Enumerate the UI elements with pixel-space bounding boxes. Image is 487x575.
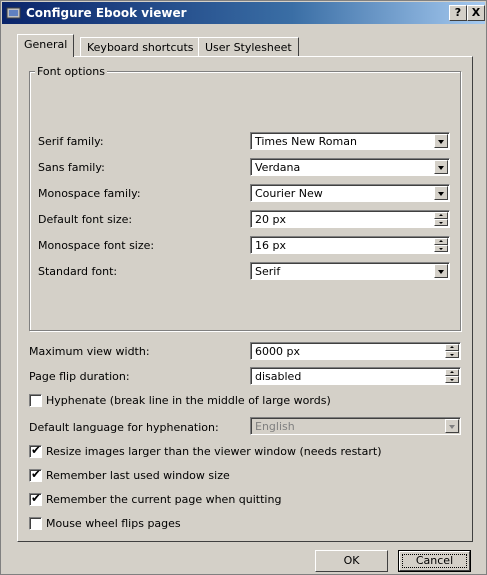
chevron-down-icon[interactable] (434, 264, 448, 278)
close-button[interactable]: X (467, 5, 485, 21)
chevron-down-icon (445, 419, 459, 433)
page-flip-duration-value: disabled (255, 370, 302, 383)
spin-down-icon[interactable] (434, 245, 448, 252)
title-bar[interactable] (2, 2, 485, 24)
help-button[interactable]: ? (449, 5, 467, 21)
max-view-width-label: Maximum view width: (29, 345, 150, 358)
serif-family-value: Times New Roman (255, 135, 357, 148)
mouse-wheel-flips-checkbox[interactable] (29, 517, 42, 530)
spin-up-icon[interactable] (445, 344, 459, 351)
sans-family-value: Verdana (255, 161, 301, 174)
page-flip-duration-spinbox[interactable] (250, 367, 461, 385)
resize-images-label[interactable]: Resize images larger than the viewer window (needs restart) (46, 445, 382, 458)
font-options-label: Font options (37, 65, 105, 78)
tab-general[interactable]: General (17, 34, 74, 57)
serif-family-label: Serif family: (38, 135, 104, 148)
spin-up-icon[interactable] (434, 212, 448, 219)
checkmark-icon: ✔ (31, 443, 42, 457)
mouse-wheel-flips-label[interactable]: Mouse wheel flips pages (46, 517, 181, 530)
max-view-width-spinbox[interactable] (250, 342, 461, 360)
monospace-family-value: Courier New (255, 187, 323, 200)
standard-font-label: Standard font: (38, 265, 118, 278)
hyphenation-language-label: Default language for hyphenation: (29, 421, 219, 434)
remember-window-size-checkbox[interactable] (29, 469, 42, 482)
hyphenate-checkbox[interactable] (29, 394, 42, 407)
ok-button[interactable]: OK (315, 550, 388, 572)
tab-keyboard-shortcuts[interactable]: Keyboard shortcuts (80, 37, 201, 57)
spin-down-icon[interactable] (445, 351, 459, 358)
spin-up-icon[interactable] (434, 238, 448, 245)
default-font-size-label: Default font size: (38, 213, 133, 226)
sans-family-label: Sans family: (38, 161, 105, 174)
hyphenate-label[interactable]: Hyphenate (break line in the middle of large words) (46, 394, 331, 407)
checkmark-icon: ✔ (31, 467, 42, 481)
window-title: Configure Ebook viewer (26, 6, 187, 20)
serif-family-combo[interactable] (250, 132, 450, 150)
sans-family-combo[interactable] (250, 158, 450, 176)
default-font-size-spinbox[interactable] (250, 210, 450, 228)
chevron-down-icon[interactable] (434, 134, 448, 148)
monospace-font-size-value: 16 px (255, 239, 286, 252)
hyphenation-language-value: English (255, 420, 295, 433)
spin-up-icon[interactable] (445, 369, 459, 376)
chevron-down-icon[interactable] (434, 160, 448, 174)
max-view-width-value: 6000 px (255, 345, 300, 358)
page-flip-duration-label: Page flip duration: (29, 370, 130, 383)
hyphenation-language-combo[interactable] (250, 417, 461, 435)
cancel-button-label: Cancel (399, 551, 470, 571)
remember-current-page-label[interactable]: Remember the current page when quitting (46, 493, 282, 506)
app-icon (6, 6, 22, 20)
monospace-font-size-spinbox[interactable] (250, 236, 450, 254)
spin-down-icon[interactable] (445, 376, 459, 383)
default-font-size-value: 20 px (255, 213, 286, 226)
standard-font-combo[interactable] (250, 262, 450, 280)
spin-down-icon[interactable] (434, 219, 448, 226)
remember-current-page-checkbox[interactable] (29, 493, 42, 506)
monospace-family-label: Monospace family: (38, 187, 141, 200)
checkmark-icon: ✔ (31, 491, 42, 505)
remember-window-size-label[interactable]: Remember last used window size (46, 469, 230, 482)
monospace-font-size-label: Monospace font size: (38, 239, 155, 252)
resize-images-checkbox[interactable] (29, 445, 42, 458)
cancel-button[interactable] (398, 550, 471, 572)
tab-user-stylesheet[interactable]: User Stylesheet (198, 37, 299, 57)
chevron-down-icon[interactable] (434, 186, 448, 200)
monospace-family-combo[interactable] (250, 184, 450, 202)
standard-font-value: Serif (255, 265, 281, 278)
